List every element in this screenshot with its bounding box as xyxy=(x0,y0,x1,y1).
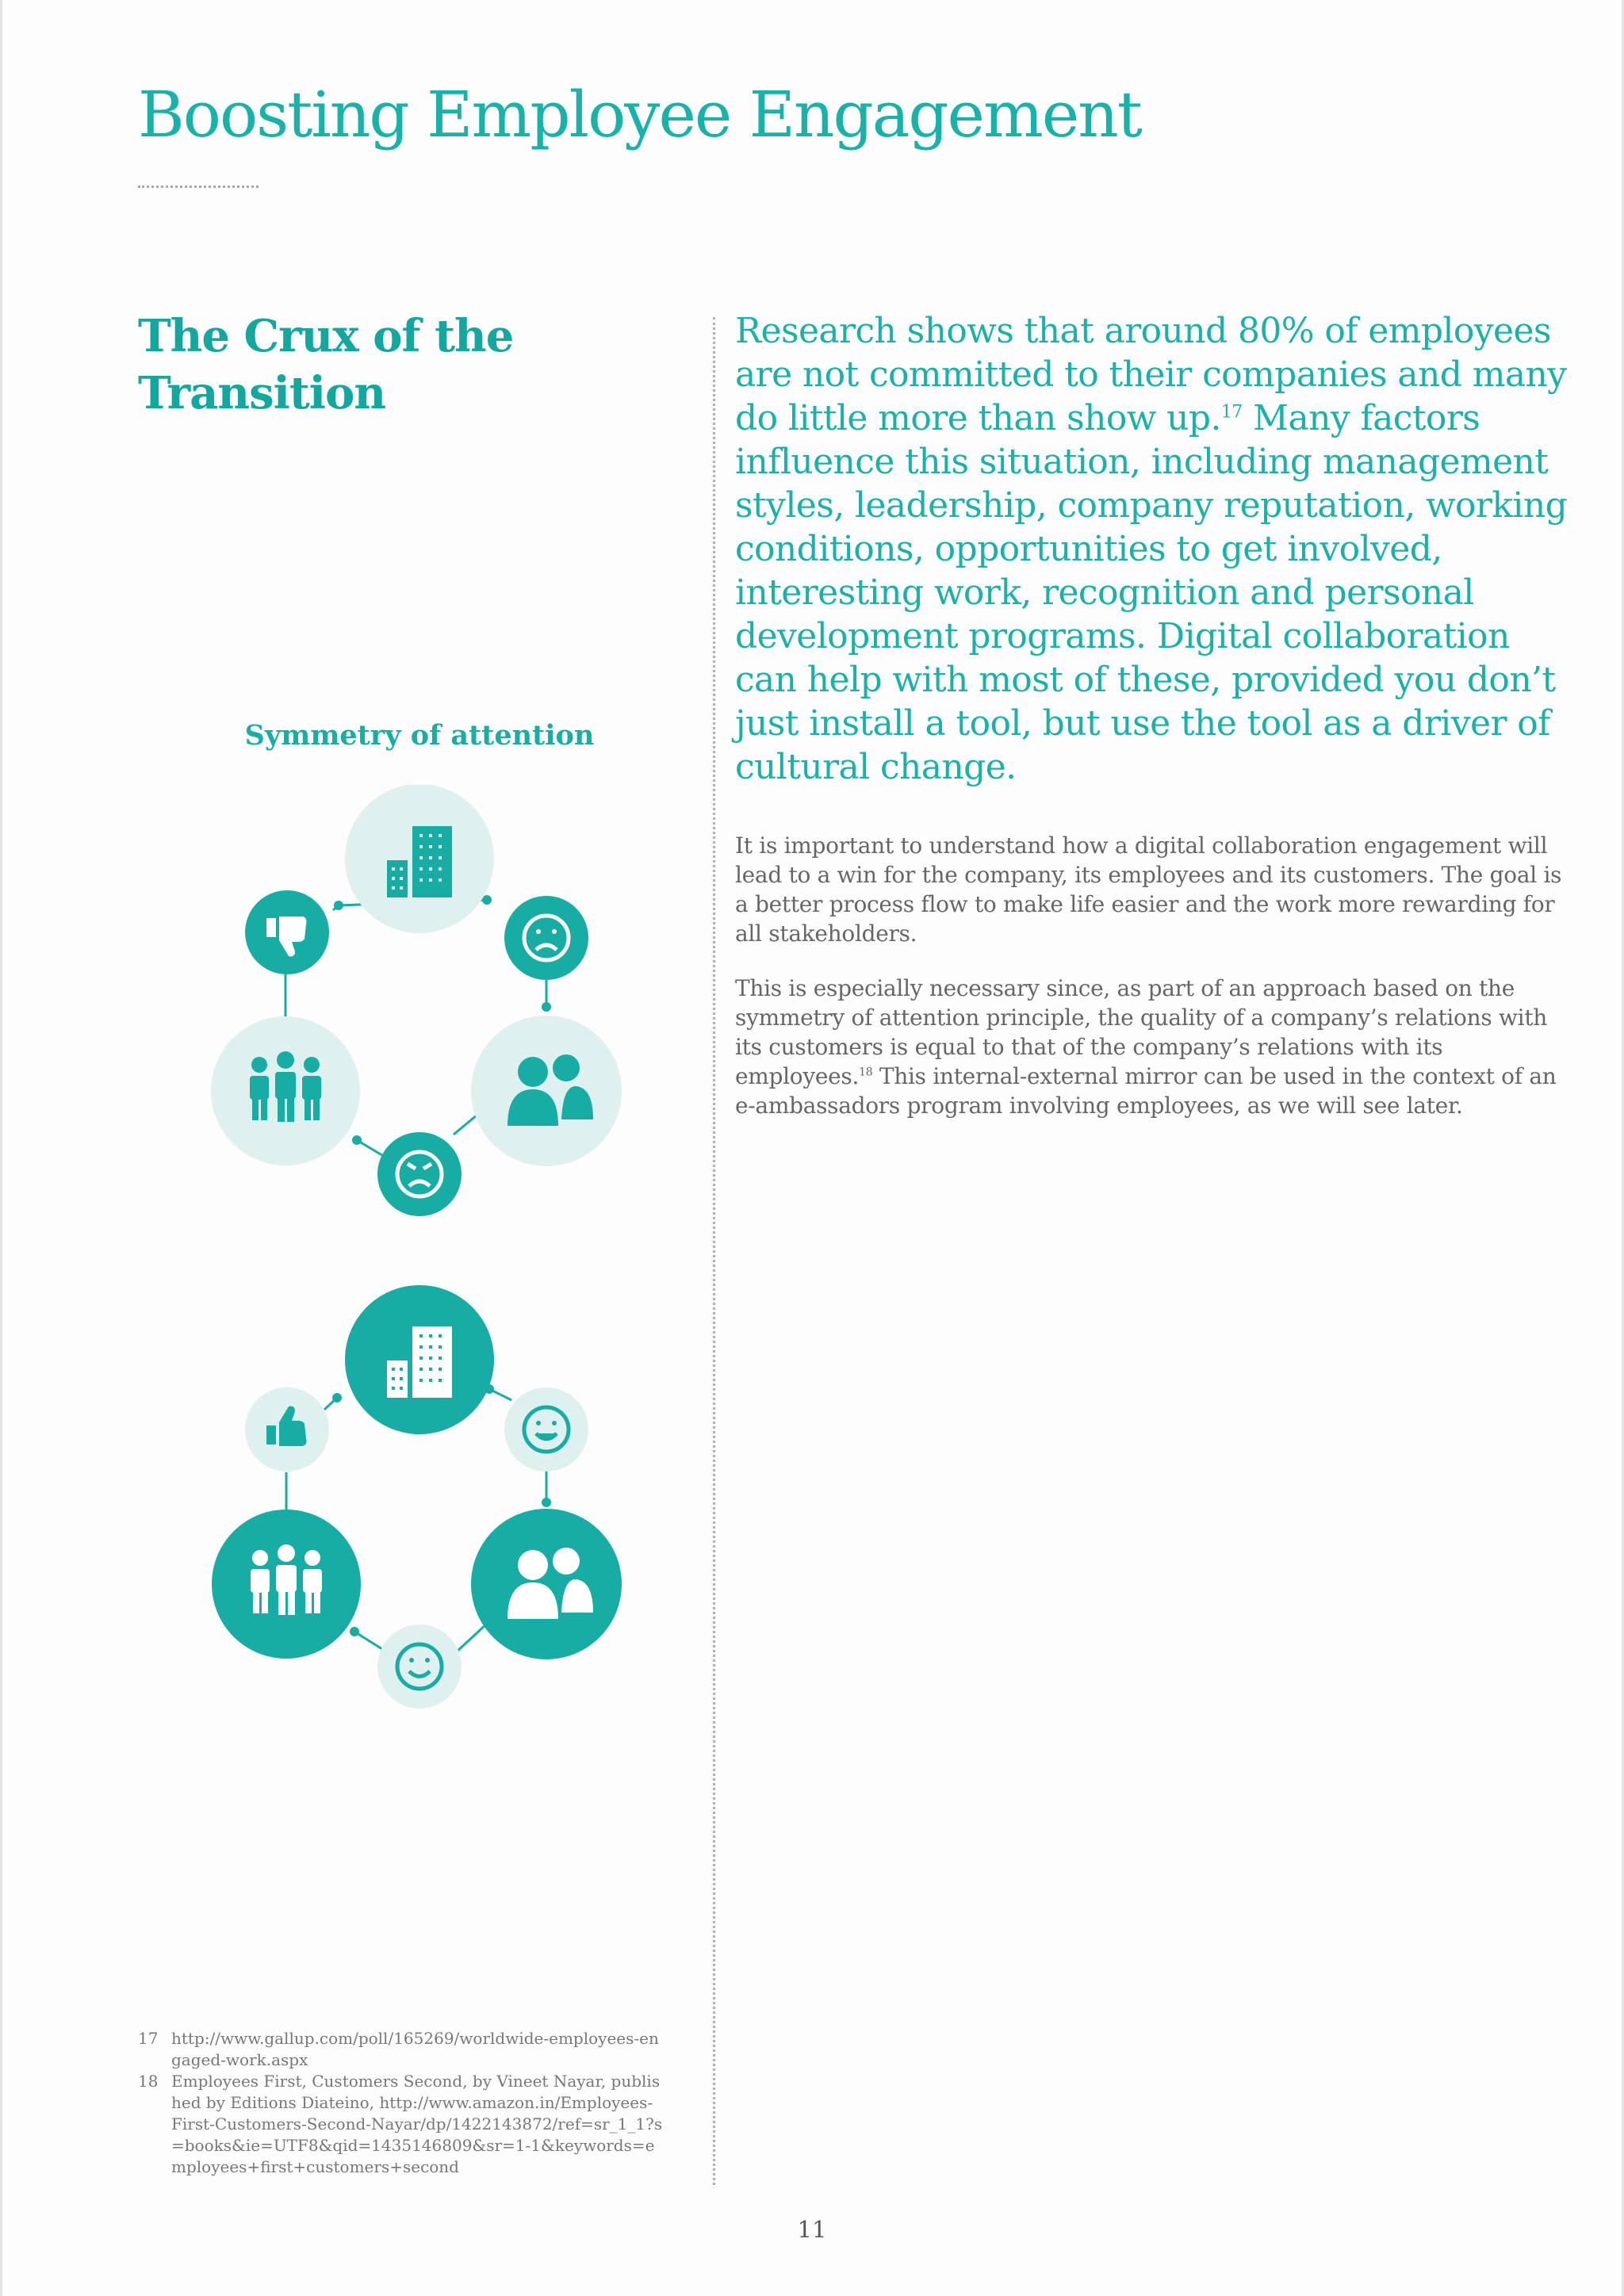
section-heading: The Crux of the Transition xyxy=(138,310,514,419)
smiley-node-bottom xyxy=(377,1624,462,1709)
building-node xyxy=(345,1285,494,1434)
footnote-17 xyxy=(138,2028,693,2071)
body-paragraph-2-text-a: This is especially necessary since, as part of an approach based on the symmetry of attention principle, the quality of a company’s relations with its customers is equal to that of the company’s relations with its employees. xyxy=(735,975,1548,1089)
body-paragraph-1: It is important to understand how a digital collaboration engagement will lead to a win for the company, its employees and its customers. The goal is a better process flow to make life easier and the work more rewarding for all stakeholders. xyxy=(735,832,1562,947)
body-paragraph-2 xyxy=(735,974,1568,1120)
smiley-node-right xyxy=(504,1387,588,1471)
diagram-title: Symmetry of attention xyxy=(244,719,595,752)
footnote-text: Employees First, Customers Second, by Vineet Nayar, published by Editions Diateino, http://www.amazon.in/Employees-First-Customers-Second-Nayar/dp/1422143872/ref=sr_1_1?s=books&ie=UTF8&qid=1435146809&sr=1-1&keywords=employees+first+customers+second xyxy=(171,2072,663,2176)
page-title: Boosting Employee Engagement xyxy=(138,78,1141,151)
thumbs-up-node xyxy=(245,1387,329,1471)
lead-text-a: Research shows that around 80% of employees are not committed to their companies and many do little more than show up. xyxy=(735,311,1567,438)
sad-face-node xyxy=(504,896,588,980)
lead-text-b: Many factors influence this situation, including management styles, leadership, company reputation, working conditions, opportunities to get involved, interesting work, recognition and personal development programs. Digital collaboration can help with most of these, provided you don’t just install a tool, but use the tool as a driver of cultural change. xyxy=(735,398,1568,787)
employees-node xyxy=(211,1016,360,1165)
column-divider xyxy=(713,317,715,2185)
footnote-number: 17 xyxy=(138,2029,159,2048)
building-node xyxy=(345,785,494,933)
customers-node xyxy=(471,1016,622,1166)
symmetry-diagram-unhappy xyxy=(198,785,642,1237)
body-paragraph-2-text-b: This internal-external mirror can be used in the context of an e-ambassadors program involving employees, as we will see later. xyxy=(735,1063,1557,1119)
thumbs-down-node xyxy=(245,890,329,974)
lead-paragraph xyxy=(735,309,1568,789)
footnote-number: 18 xyxy=(138,2072,159,2091)
title-dotted-rule xyxy=(138,186,259,188)
employees-node xyxy=(212,1510,361,1659)
footnote-ref-18: 18 xyxy=(859,1066,873,1079)
angry-face-node xyxy=(377,1132,462,1216)
customers-node xyxy=(471,1509,622,1659)
footnote-18 xyxy=(138,2071,693,2178)
symmetry-diagram-happy xyxy=(198,1276,642,1728)
footnote-text: http://www.gallup.com/poll/165269/worldwide-employees-engaged-work.aspx xyxy=(171,2029,659,2069)
footnotes xyxy=(138,2028,693,2178)
page-number: 11 xyxy=(797,2216,827,2243)
page-left-edge xyxy=(0,0,2,2296)
footnote-ref-17: 17 xyxy=(1220,402,1243,423)
